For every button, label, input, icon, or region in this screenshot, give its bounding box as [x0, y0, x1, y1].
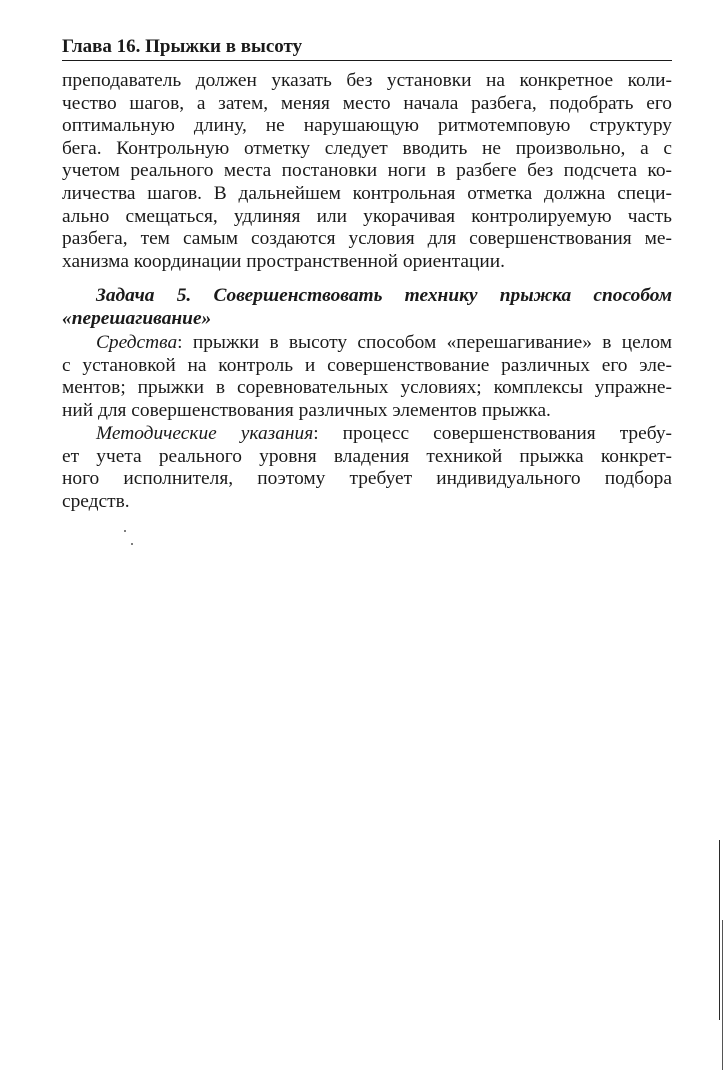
text-line: личества шагов. В дальнейшем контрольная отметка должна специ- [62, 182, 672, 204]
text-line: ментов; прыжки в соревновательных условиях; комплексы упражне- [62, 377, 672, 399]
text-line: преподаватель должен указать без установки на конкретное коли- [62, 70, 672, 91]
task-heading [62, 285, 672, 330]
task-heading-line: «перешагивание» [62, 307, 212, 329]
means-text: : прыжки в высоту способом «перешагивание» в целом [177, 332, 672, 353]
means-label: Средства [96, 332, 178, 353]
text-line: ханизма координации пространственной ориентации. [62, 250, 505, 272]
text-line: ет учета реального уровня владения техникой прыжка конкрет- [62, 445, 672, 467]
task-heading-line: Задача 5. Совершенствовать технику прыжка способом [96, 285, 672, 306]
text-line: бега. Контрольную отметку следует вводить не произвольно, а с [62, 137, 672, 159]
header-rule [62, 60, 672, 61]
text-line: чество шагов, а затем, меняя место начала разбега, подобрать его [62, 92, 672, 114]
text-line: оптимальную длину, не нарушающую ритмотемповую структуру [62, 115, 672, 137]
scan-edge-mark [722, 920, 723, 1070]
guidelines-label: Методические указания [96, 423, 314, 444]
scan-speck [124, 530, 126, 532]
text-line: ально смещаться, удлиняя или укорачивая контролируемую часть [62, 205, 672, 227]
scan-edge-mark [719, 840, 720, 1020]
text-line: с установкой на контроль и совершенствование различных его эле- [62, 354, 672, 376]
guidelines-paragraph [62, 423, 672, 513]
text-line: разбега, тем самым создаются условия для совершенствования ме- [62, 228, 672, 250]
text-line: ний для совершенствования различных элементов прыжка. [62, 399, 551, 421]
scan-speck [131, 543, 133, 545]
chapter-header: Глава 16. Прыжки в высоту [62, 36, 303, 57]
paragraph-1 [62, 70, 672, 273]
text-line: ного исполнителя, поэтому требует индивидуального подбора [62, 468, 672, 490]
text-line [62, 332, 672, 355]
text-line: средств. [62, 490, 130, 512]
text-line: учетом реального места постановки ноги в разбеге без подсчета ко- [62, 160, 672, 182]
guidelines-text: : процесс совершенствования требу- [313, 423, 672, 444]
means-paragraph [62, 332, 672, 422]
text-line [62, 423, 672, 446]
